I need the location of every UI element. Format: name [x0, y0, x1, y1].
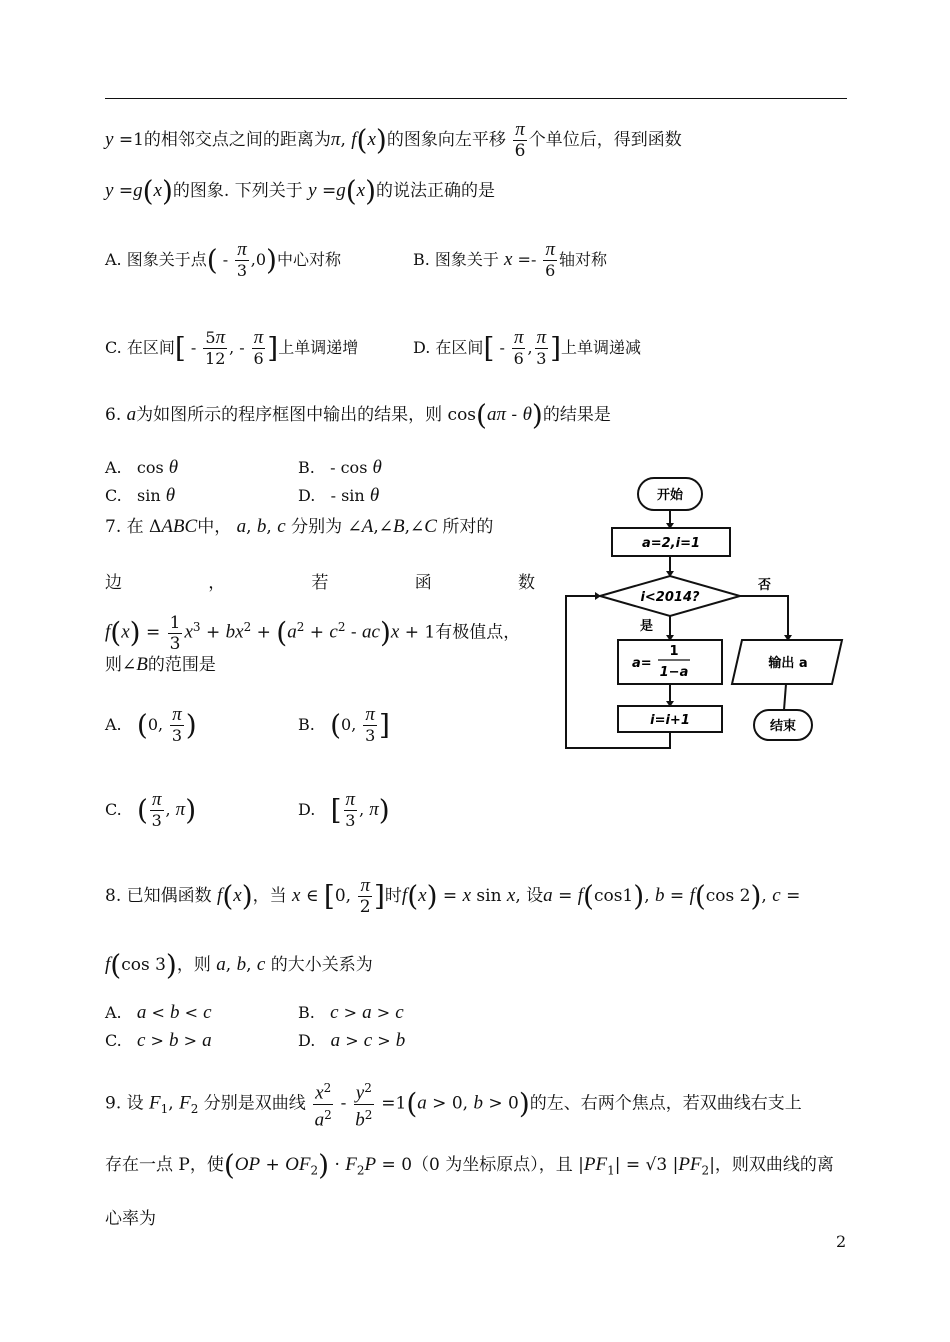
q7-stem-1: 7. 在 ΔABC中， a, b, c 分别为 ∠A,∠B,∠C 所对的	[105, 516, 494, 537]
flow-end: 结束	[769, 719, 797, 734]
q9-stem-2: 存在一点 P，使$(OP + OF_2) \cdot F_2P = 0(0$ 为坐标原点），且 $|PF_1| = √3$ $|PF_2|$，则双曲线的离	[105, 1148, 834, 1182]
flow-assign-num: 1	[669, 644, 679, 659]
q8-stem-2: f(cos 3)，则 a, b, c 的大小关系为	[105, 948, 373, 982]
q6-stem: 6. a为如图所示的程序框图中输出的结果，则 cos(aπ - θ)的结果是	[105, 398, 611, 432]
q8-option-d: D. a > c > b	[298, 1030, 406, 1051]
q9-stem-1: 9. 设 $F_1$, $F_2$ 分别是双曲线 $\frac{x^2}{a^2}$ - $\frac{y^2}{b^2}$ =1(a > 0, b > 0)的左、右两个焦点，若双曲线右支上	[105, 1078, 847, 1130]
intro-line-1: y =1的相邻交点之间的距离为π, f(x)的图象向左平移 $\frac{\pi}{6}$ 个单位后，得到函数	[105, 119, 682, 161]
q9-stem-3: 心率为	[105, 1209, 156, 1229]
q7-option-a: A. (0, $\frac{\pi}{3}$ )	[105, 704, 197, 745]
q6-option-c: C. sin θ	[105, 485, 176, 506]
flow-output: 输出 a	[768, 656, 808, 671]
flow-yes-label: 是	[640, 619, 654, 634]
q6-option-d: D. - sin θ	[298, 485, 380, 506]
flow-start: 开始	[656, 488, 684, 503]
q8-option-c: C. c > b > a	[105, 1030, 212, 1051]
q5-option-c: C. 在区间[ - $\frac{5\pi}{12}$ , - $\frac{\pi}{6}$ ]上单调递增	[105, 327, 359, 368]
q7-stem-3: f(x) = $\frac{1}{3}$ $x^3 + bx^2 + (a^2 + c^2 - ac)x + 1$有极值点，	[105, 612, 521, 654]
intro-line-2: y =g(x)的图象. 下列关于 y =g(x)的说法正确的是	[105, 174, 496, 208]
q6-option-b: B. - cos θ	[298, 457, 382, 478]
q5-option-d: D. 在区间[ - $\frac{\pi}{6}$ , $\frac{\pi}{3}$ ]上单调递减	[413, 327, 642, 368]
q6-option-a: A. cos θ	[105, 457, 179, 478]
flow-increment: i=i+1	[650, 713, 690, 728]
q5-option-a: A. 图象关于点( - $\frac{\pi}{3}$ ,0)中心对称	[105, 239, 341, 280]
q7-option-d: D. [ $\frac{\pi}{3}$ , π)	[298, 789, 390, 830]
page-number: 2	[836, 1232, 847, 1251]
flow-condition: i<2014?	[640, 590, 700, 605]
q7-stem-2: 边 ， 若 函 数	[105, 573, 535, 593]
flow-init: a=2,i=1	[641, 536, 701, 551]
q8-stem-1: 8. 已知偶函数 f(x)，当 x ∈ [0, $\frac{\pi}{2}$ ]时f(x) = x sin x, 设a = f(cos1), b = f(cos 2), c =	[105, 875, 801, 917]
q8-option-a: A. a < b < c	[105, 1002, 212, 1023]
program-flowchart	[560, 468, 850, 758]
header-rule	[105, 98, 847, 99]
q8-option-b: B. c > a > c	[298, 1002, 404, 1023]
q7-stem-4: 则∠B的范围是	[105, 654, 216, 675]
q5-option-b: B. 图象关于 x =- $\frac{\pi}{6}$ 轴对称	[413, 239, 607, 280]
q7-option-c: C. ( $\frac{\pi}{3}$ , π)	[105, 789, 197, 830]
flow-assign-lhs: a=	[632, 656, 652, 671]
flow-assign-den: 1−a	[659, 665, 689, 680]
flow-no-label: 否	[758, 578, 772, 593]
q7-option-b: B. (0, $\frac{\pi}{3}$ ]	[298, 704, 390, 745]
